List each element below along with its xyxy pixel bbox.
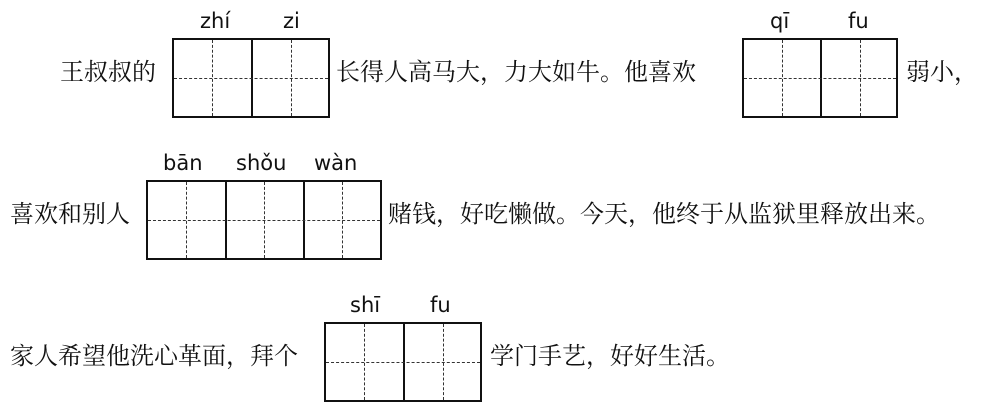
grid-guide-h [326, 362, 480, 363]
sentence-fragment-1c: 弱小， [906, 58, 978, 86]
grid-guide-h [148, 220, 380, 221]
sentence-fragment-2a: 喜欢和别人 [10, 200, 130, 228]
answer-grid-qifu[interactable] [742, 38, 898, 118]
pinyin-zi: zi [283, 9, 300, 33]
pinyin-ban: bān [163, 151, 203, 175]
pinyin-shi: shī [350, 293, 381, 317]
grid-guide-h [174, 78, 328, 79]
answer-grid-shifu[interactable] [324, 322, 482, 402]
sentence-fragment-1a: 王叔叔的 [60, 58, 156, 86]
sentence-fragment-2b: 赌钱，好吃懒做。今天，他终于从监狱里释放出来。 [388, 200, 940, 228]
grid-guide-h [744, 78, 896, 79]
pinyin-shou: shǒu [236, 151, 287, 175]
pinyin-fu: fu [848, 9, 869, 33]
answer-grid-zhizi[interactable] [172, 38, 330, 118]
sentence-fragment-3a: 家人希望他洗心革面，拜个 [10, 342, 298, 370]
pinyin-zhi: zhí [200, 9, 231, 33]
sentence-fragment-1b: 长得人高马大，力大如牛。他喜欢 [336, 58, 696, 86]
pinyin-fu-2: fu [430, 293, 451, 317]
answer-grid-banshouwan[interactable] [146, 180, 382, 260]
sentence-fragment-3b: 学门手艺，好好生活。 [490, 342, 730, 370]
pinyin-wan: wàn [314, 151, 358, 175]
pinyin-qi: qī [770, 9, 790, 33]
